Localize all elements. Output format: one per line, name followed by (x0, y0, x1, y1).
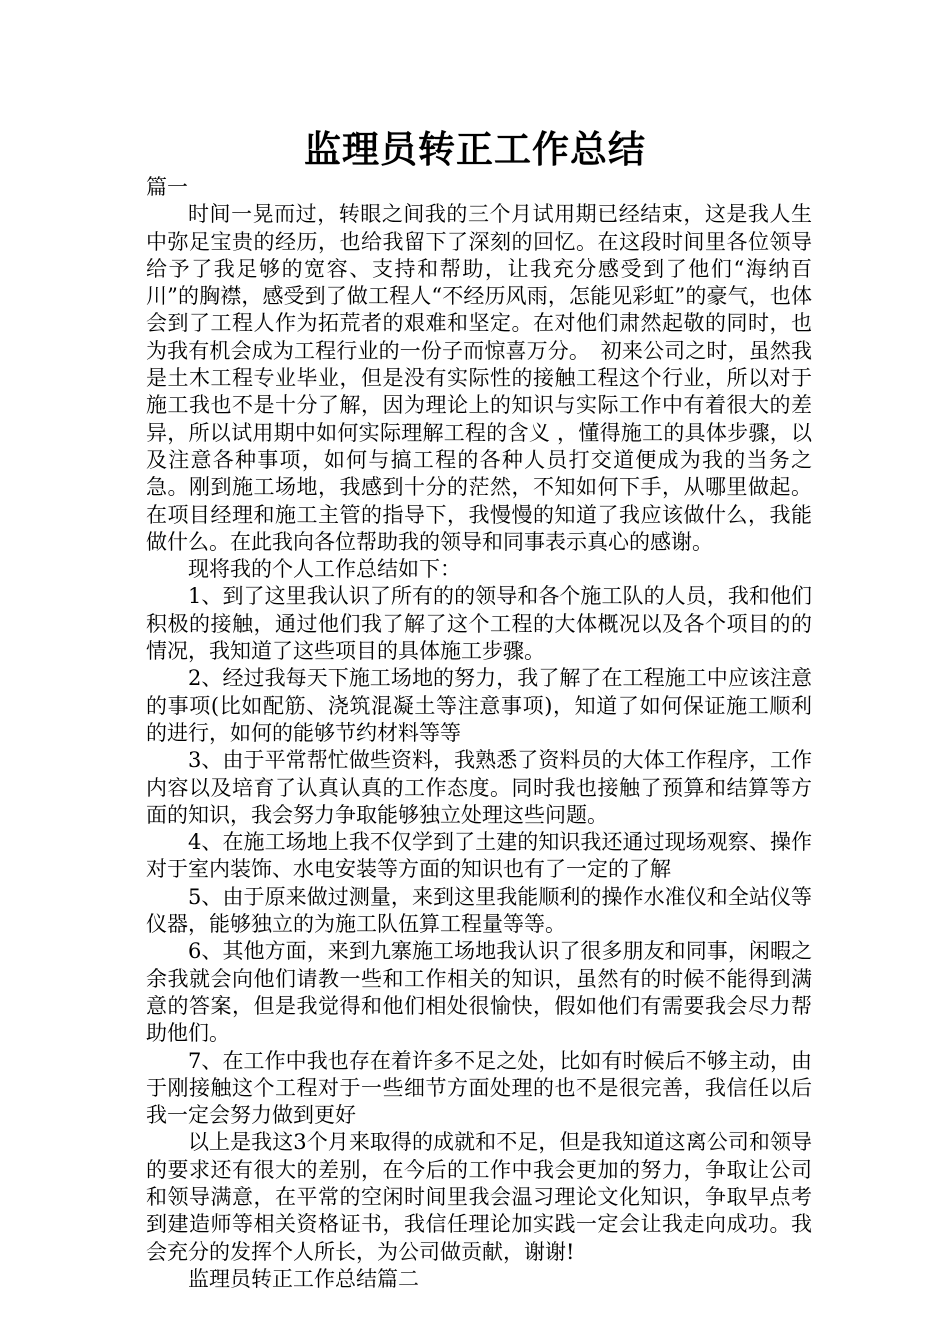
document-title: 监理员转正工作总结 (304, 128, 646, 171)
document-body (146, 174, 812, 1293)
paragraph-item-7: 7、在工作中我也存在着许多不足之处，比如有时候后不够主动，由于刚接触这个工程对于一些细节方面处理的也不是很完善，我信任以后我一定会努力做到更好 (146, 1048, 812, 1128)
paragraph-item-4: 4、在施工场地上我不仅学到了土建的知识我还通过现场观察、操作对于室内装饰、水电安装等方面的知识也有了一定的了解 (146, 830, 812, 882)
paragraph-item-6: 6、其他方面，来到九寨施工场地我认识了很多朋友和同事，闲暇之余我就会向他们请教一些和工作相关的知识，虽然有的时候不能得到满意的答案，但是我觉得和他们相处很愉快，假如他们有需要我会尽力帮助他们。 (146, 939, 812, 1046)
paragraph-summary-lead: 现将我的个人工作总结如下： (188, 557, 461, 582)
paragraph-intro: 时间一晃而过，转眼之间我的三个月试用期已经结束，这是我人生中弥足宝贵的经历，也给我留下了深刻的回忆。在这段时间里各位领导给予了我足够的宽容、支持和帮助，让我充分感受到了他们“海纳百川”的胸襟，感受到了做工程人“不经历风雨，怎能见彩虹”的豪气，也体会到了工程人作为拓荒者的艰难和坚定。在对他们肃然起敬的同时，也为我有机会成为工程行业的一份子而惊喜万分。 初来公司之时，虽然我是土木工程专业毕业，但是没有实际性的接触工程这个行业，所以对于施工我也不是十分了解，因为理论上的知识与实际工作中有着很大的差异，所以试用期中如何实际理解工程的含义 ，懂得施工的具体步骤，以及注意各种事项，如何与搞工程的各种人员打交道便成为我的当务之急。刚到施工场地，我感到十分的茫然，不知如何下手，从哪里做起。在项目经理和施工主管的指导下，我慢慢的知道了我应该做什么，我能做什么。在此我向各位帮助我的领导和同事表示真心的感谢。 (146, 202, 812, 554)
section-label: 篇一 (146, 175, 188, 199)
paragraph-item-2: 2、经过我每天下施工场地的努力，我了解了在工程施工中应该注意的事项(比如配筋、浇筑混凝土等注意事项)，知道了如何保证施工顺利的进行，如何的能够节约材料等等 (146, 666, 812, 745)
paragraph-conclusion: 以上是我这3个月来取得的成就和不足，但是我知道这离公司和领导的要求还有很大的差别，在今后的工作中我会更加的努力，争取让公司和领导满意，在平常的空闲时间里我会温习理论文化知识，争取早点考到建造师等相关资格证书，我信任理论加实践一定会让我走向成功。我会充分的发挥个人所长，为公司做贡献，谢谢! (146, 1130, 812, 1264)
next-section-heading: 监理员转正工作总结篇二 (188, 1266, 419, 1291)
paragraph-item-5: 5、由于原来做过测量，来到这里我能顺利的操作水准仪和全站仪等仪器，能够独立的为施工队伍算工程量等等。 (146, 884, 812, 937)
paragraph-item-3: 3、由于平常帮忙做些资料，我熟悉了资料员的大体工作程序，工作内容以及培育了认真认真的工作态度。同时我也接触了预算和结算等方面的知识，我会努力争取能够独立处理这些问题。 (146, 748, 812, 827)
paragraph-item-1: 1、到了这里我认识了所有的的领导和各个施工队的人员，我和他们积极的接触，通过他们我了解了这个工程的大体概况以及各个项目的的情况，我知道了这些项目的具体施工步骤。 (146, 584, 812, 664)
